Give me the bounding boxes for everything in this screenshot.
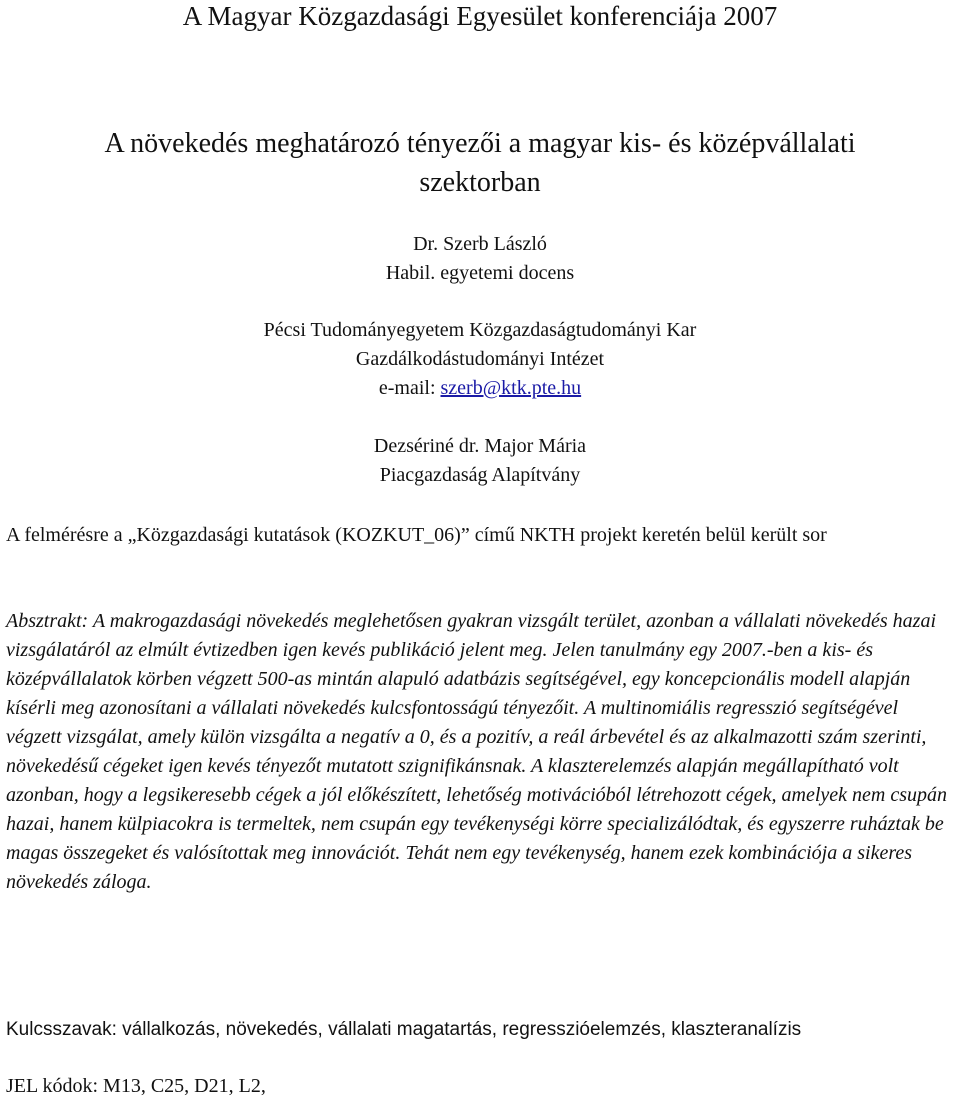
affiliation-line-2: Gazdálkodástudományi Intézet: [355, 348, 605, 370]
abstract-paragraph: [6, 607, 956, 897]
keywords-line: Kulcsszavak: vállalkozás, növekedés, vállalati magatartás, regresszióelemzés, klaszteranalízis: [6, 1019, 802, 1040]
author-2-block: [0, 432, 960, 490]
email-line: [0, 374, 960, 403]
author-2-affiliation: Piacgazdaság Alapítvány: [379, 464, 581, 486]
affiliation-line-1: Pécsi Tudományegyetem Közgazdaságtudományi Kar: [263, 319, 697, 341]
paper-title: [0, 124, 960, 202]
conference-title: A Magyar Közgazdasági Egyesület konferenciája 2007: [182, 1, 778, 31]
paper-title-line-2: szektorban: [419, 167, 541, 198]
author-1-affiliation: [0, 316, 960, 403]
email-label: e-mail:: [378, 377, 441, 399]
author-1-block: [0, 230, 960, 288]
jel-codes-line: JEL kódok: M13, C25, D21, L2,: [6, 1075, 266, 1097]
author-1-name: Dr. Szerb László: [413, 233, 547, 255]
author-1-position: Habil. egyetemi docens: [385, 262, 575, 284]
email-link[interactable]: szerb@ktk.pte.hu: [440, 377, 582, 399]
abstract-text-part-1: Absztrakt: A makrogazdasági növekedés meglehetősen gyakran vizsgált terület, azonban a vállalati növekedés hazai vizsgálatáról az elmúlt évtizedben igen kevés publikáció jelent meg. Jelen tanulmány egy 2007.-ben a kis- és középvállalatok körben végzett 500-as mintán alapuló adatbázis segítségével, egy koncepcionális modell alapján kísérli meg azonosítani a vállalati növekedés kulcsfontosságú tényezőit. A multinomiális regresszió segítségével végzett vizsgálat, amely külön vizsgálta a negatív a 0, és a pozitív, a reál árbevétel és az alkalmazotti szám szerinti, növekedésű cégeket igen kevés tényezőt mutatott szignifikánsnak. A klaszterelemzés alapján megállapítható volt azonban, hogy: [6, 610, 937, 806]
author-2-name: Dezsériné dr. Major Mária: [373, 435, 587, 457]
abstract-text-part-2: a legsikeresebb cégek a jól előkészített, lehetőség motivációból létrehozott cégek, amelyek nem csupán hazai, hanem külpiacokra is termeltek, nem csupán egy tevékenységi körre specializálódtak, és egyszerre ruháztak be magas összegeket és valósítottak meg innovációt. Tehát nem egy tevékenység, hanem ezek kombinációja a sikeres növekedés záloga.: [6, 784, 948, 893]
paper-title-line-1: A növekedés meghatározó tényezői a magyar kis- és középvállalati: [104, 128, 856, 159]
intro-paragraph: A felmérésre a „Közgazdasági kutatások (KOZKUT_06)” című NKTH projekt keretén belül került sor: [6, 524, 827, 546]
